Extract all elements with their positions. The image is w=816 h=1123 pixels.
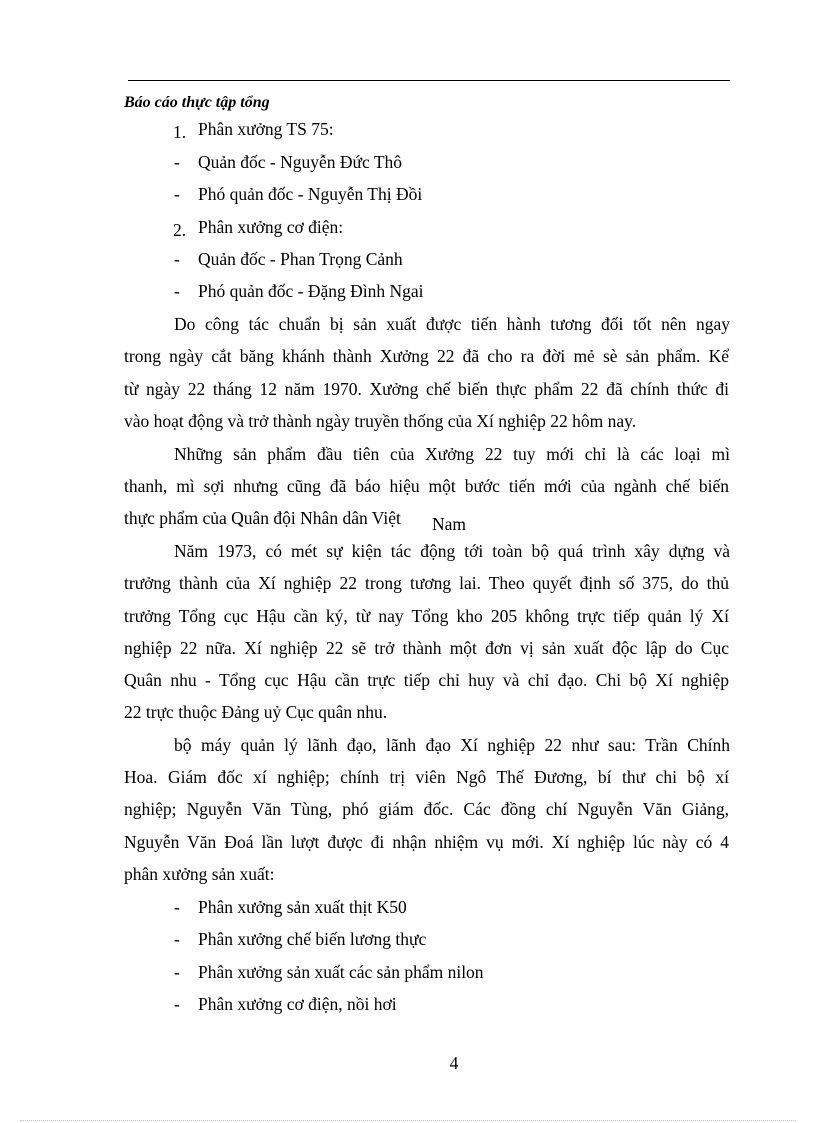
paragraph-2-line: thanh, mì sợi nhưng cũng đã báo hiệu một bước tiến mới của ngành chế biến (124, 476, 729, 496)
paragraph-3-line: trưởng thành của Xí nghiệp 22 trong tương lai. Theo quyết định số 375, do thủ (124, 573, 729, 593)
paragraph-4-line: bộ máy quản lý lãnh đạo, lãnh đạo Xí nghiệp 22 như sau: Trần Chính (174, 735, 730, 755)
paragraph-3-line: trưởng Tổng cục Hậu cần ký, từ nay Tổng kho 205 không trực tiếp quản lý Xí (124, 606, 729, 626)
bullet-dash: - (174, 281, 180, 301)
paragraph-4-line: Hoa. Giám đốc xí nghiệp; chính trị viên Ngô Thế Đương, bí thư chi bộ xí (124, 767, 729, 787)
paragraph-2-line: Những sản phẩm đầu tiên của Xưởng 22 tuy mới chỉ là các loại mì (174, 444, 730, 464)
section-2-number: 2. (173, 220, 187, 240)
bullet-dash: - (174, 249, 180, 269)
paragraph-1-line: vào hoạt động và trở thành ngày truyền thống của Xí nghiệp 22 hôm nay. (124, 411, 637, 431)
bullet-dash: - (174, 184, 180, 204)
section-1-number: 1. (173, 122, 187, 142)
paragraph-3-line: 22 trực thuộc Đảng uỷ Cục quân nhu. (124, 702, 388, 722)
page-number: 4 (449, 1053, 459, 1073)
paragraph-2-line: thực phẩm của Quân đội Nhân dân Việt (124, 508, 401, 528)
paragraph-4-line: nghiệp; Nguyễn Văn Tùng, phó giám đốc. Các đồng chí Nguyễn Văn Giảng, (124, 799, 729, 819)
workshop-item: Phân xưởng chế biến lương thực (198, 929, 427, 949)
paragraph-2-line: Nam (432, 514, 467, 534)
workshop-item: Phân xưởng cơ điện, nồi hơi (198, 994, 397, 1014)
section-2-title: Phân xưởng cơ điện: (198, 217, 344, 237)
header-title: Báo cáo thực tập tổng (124, 94, 270, 111)
section-1-item: Quản đốc - Nguyễn Đức Thô (198, 152, 403, 172)
section-2-item: Quản đốc - Phan Trọng Cảnh (198, 249, 403, 269)
paragraph-4-line: phân xưởng sản xuất: (124, 864, 275, 884)
bullet-dash: - (174, 994, 180, 1014)
paragraph-3-line: Quân nhu - Tổng cục Hậu cần trực tiếp chỉ huy và chỉ đạo. Chi bộ Xí nghiệp (124, 670, 729, 690)
section-1-title: Phân xưởng TS 75: (198, 119, 334, 139)
bullet-dash: - (174, 897, 180, 917)
paragraph-1-line: Do công tác chuẩn bị sản xuất được tiến hành tương đối tốt nên ngay (174, 314, 730, 334)
workshop-item: Phân xưởng sản xuất thịt K50 (198, 897, 407, 917)
paragraph-3-line: nghiệp 22 nữa. Xí nghiệp 22 sẽ trở thành một đơn vị sản xuất độc lập do Cục (124, 638, 729, 658)
bullet-dash: - (174, 152, 180, 172)
workshop-item: Phân xưởng sản xuất các sản phẩm nilon (198, 962, 484, 982)
paragraph-1-line: trong ngày cắt băng khánh thành Xưởng 22 đã cho ra đời mẻ sè sản phẩm. Kể (124, 346, 729, 366)
bullet-dash: - (174, 962, 180, 982)
page-bottom-border (20, 1120, 796, 1121)
paragraph-4-line: Nguyễn Văn Đoá lần lượt được đi nhận nhiệm vụ mới. Xí nghiệp lúc này có 4 (124, 832, 729, 852)
section-2-item: Phó quản đốc - Đặng Đình Ngai (198, 281, 424, 301)
section-1-item: Phó quản đốc - Nguyễn Thị Đồi (198, 184, 423, 204)
bullet-dash: - (174, 929, 180, 949)
header-rule (128, 80, 730, 81)
paragraph-3-line: Năm 1973, có mét sự kiện tác động tới toàn bộ quá trình xây dựng và (174, 541, 730, 561)
paragraph-1-line: từ ngày 22 tháng 12 năm 1970. Xưởng chế biến thực phẩm 22 đã chính thức đi (124, 379, 729, 399)
